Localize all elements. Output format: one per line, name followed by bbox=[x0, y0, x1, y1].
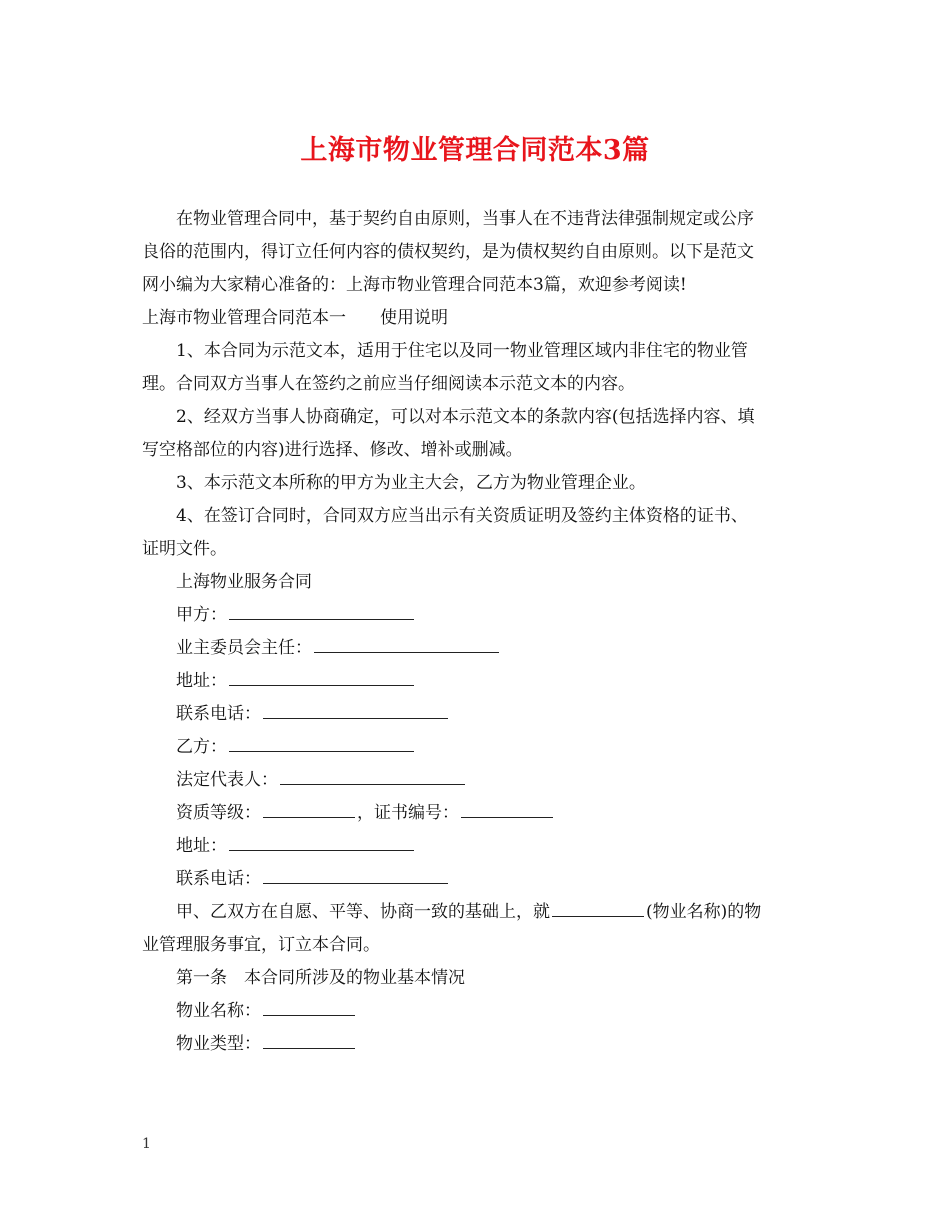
usage-item-2-line-1: 2、经双方当事人协商确定，可以对本示范文本的条款内容(包括选择内容、填 bbox=[176, 407, 755, 427]
address-a-line bbox=[176, 669, 416, 693]
party-b-blank bbox=[229, 737, 414, 752]
legal-rep-label: 法定代表人： bbox=[176, 770, 278, 790]
party-b-label: 乙方： bbox=[176, 737, 227, 757]
property-name-label: 物业名称： bbox=[176, 1001, 261, 1021]
address-b-label: 地址： bbox=[176, 836, 227, 856]
address-a-label: 地址： bbox=[176, 671, 227, 691]
section-heading: 上海市物业管理合同范本一 使用说明 bbox=[142, 308, 448, 328]
qualification-label: 资质等级： bbox=[176, 803, 261, 823]
cert-no-blank bbox=[461, 803, 553, 818]
agreement-text-2: (物业名称)的物 bbox=[646, 902, 762, 922]
phone-b-blank bbox=[263, 869, 448, 884]
phone-a-line bbox=[176, 702, 450, 726]
usage-item-2-line-2: 写空格部位的内容)进行选择、修改、增补或删减。 bbox=[142, 440, 523, 460]
address-b-blank bbox=[229, 836, 414, 851]
legal-rep-blank bbox=[280, 770, 465, 785]
intro-line-2: 良俗的范围内，得订立任何内容的债权契约，是为债权契约自由原则。以下是范文 bbox=[142, 242, 754, 262]
page-number: 1 bbox=[142, 1136, 151, 1152]
party-a-line bbox=[176, 603, 416, 627]
qualification-blank bbox=[263, 803, 355, 818]
phone-a-label: 联系电话： bbox=[176, 704, 261, 724]
intro-line-1: 在物业管理合同中，基于契约自由原则，当事人在不违背法律强制规定或公序 bbox=[176, 209, 754, 229]
agreement-line-2: 业管理服务事宜，订立本合同。 bbox=[142, 935, 380, 955]
document-title: 上海市物业管理合同范本3篇 bbox=[300, 135, 650, 166]
usage-item-4-line-1: 4、在签订合同时，合同双方应当出示有关资质证明及签约主体资格的证书、 bbox=[176, 506, 748, 526]
property-name-blank bbox=[263, 1001, 355, 1016]
party-a-label: 甲方： bbox=[176, 605, 227, 625]
property-name-inline-blank bbox=[552, 902, 644, 917]
party-a-blank bbox=[229, 605, 414, 620]
qualification-line bbox=[176, 801, 555, 825]
address-a-blank bbox=[229, 671, 414, 686]
cert-no-label: ，证书编号： bbox=[357, 803, 459, 823]
property-type-blank bbox=[263, 1034, 355, 1049]
property-name-line bbox=[176, 999, 357, 1023]
agreement-line-1 bbox=[176, 900, 761, 924]
committee-director-blank bbox=[314, 638, 499, 653]
committee-director-label: 业主委员会主任： bbox=[176, 638, 312, 658]
intro-line-3: 网小编为大家精心准备的：上海市物业管理合同范本3篇，欢迎参考阅读! bbox=[142, 275, 687, 295]
property-type-line bbox=[176, 1032, 357, 1056]
legal-rep-line bbox=[176, 768, 467, 792]
usage-item-3: 3、本示范文本所称的甲方为业主大会，乙方为物业管理企业。 bbox=[176, 473, 646, 493]
phone-b-label: 联系电话： bbox=[176, 869, 261, 889]
phone-b-line bbox=[176, 867, 450, 891]
usage-item-4-line-2: 证明文件。 bbox=[142, 539, 227, 559]
usage-item-1-line-1: 1、本合同为示范文本，适用于住宅以及同一物业管理区域内非住宅的物业管 bbox=[176, 341, 748, 361]
agreement-text-1: 甲、乙双方在自愿、平等、协商一致的基础上，就 bbox=[176, 902, 550, 922]
contract-title: 上海物业服务合同 bbox=[176, 572, 312, 592]
property-type-label: 物业类型： bbox=[176, 1034, 261, 1054]
address-b-line bbox=[176, 834, 416, 858]
committee-director-line bbox=[176, 636, 501, 660]
usage-item-1-line-2: 理。合同双方当事人在签约之前应当仔细阅读本示范文本的内容。 bbox=[142, 374, 635, 394]
phone-a-blank bbox=[263, 704, 448, 719]
article-1-heading: 第一条 本合同所涉及的物业基本情况 bbox=[176, 968, 465, 988]
party-b-line bbox=[176, 735, 416, 759]
